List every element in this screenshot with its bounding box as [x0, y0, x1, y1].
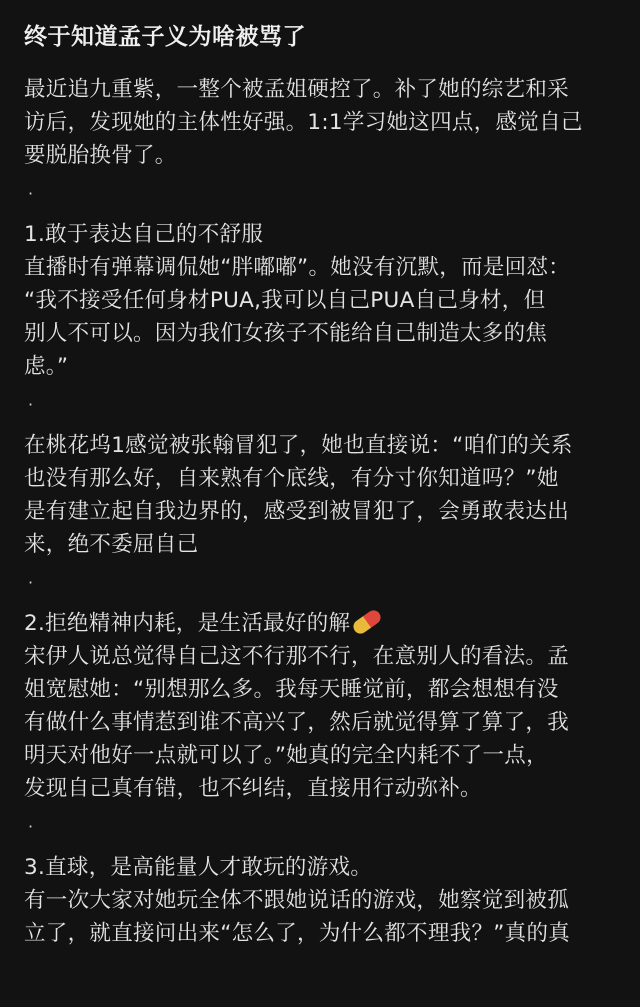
- text-line: 访后，发现她的主体性好强。1:1学习她这四点，感觉自己: [24, 110, 583, 135]
- post-title: 终于知道孟子义为啥被骂了: [24, 24, 306, 50]
- text-line: 有一次大家对她玩全体不跟她说话的游戏，她察觉到被孤: [24, 888, 570, 913]
- text-line: “我不接受任何身材PUA,我可以自己PUA自己身材，但: [24, 288, 546, 313]
- separator-dot: ·: [28, 817, 34, 836]
- section-heading: [24, 607, 624, 640]
- text-line: 明天对他好一点就可以了。”她真的完全内耗不了一点，: [24, 743, 548, 768]
- section-1-example: [24, 429, 624, 561]
- separator-dot: ·: [28, 573, 34, 592]
- pill-icon: [351, 608, 384, 637]
- text-line: 立了，就直接问出来“怎么了，为什么都不理我？”真的真: [24, 921, 571, 946]
- separator-dot: ·: [28, 395, 34, 414]
- text-line: 直播时有弹幕调侃她“胖嘟嘟”。她没有沉默，而是回怼：: [24, 255, 571, 280]
- text-line: 也没有那么好，自来熟有个底线，有分寸你知道吗？”她: [24, 466, 559, 491]
- text-line: 宋伊人说总觉得自己这不行那不行，在意别人的看法。孟: [24, 644, 570, 669]
- section-1: [24, 218, 624, 383]
- text-line: 别人不可以。因为我们女孩子不能给自己制造太多的焦: [24, 321, 548, 346]
- section-heading: 3.直球，是高能量人才敢玩的游戏。: [24, 855, 373, 880]
- text-line: 虑。”: [24, 354, 69, 379]
- section-heading-text: 2.拒绝精神内耗，是生活最好的解: [24, 611, 351, 636]
- text-line: 来，绝不委屈自己: [24, 532, 199, 557]
- text-line: 要脱胎换骨了。: [24, 143, 177, 168]
- intro-paragraph: [24, 73, 624, 172]
- text-line: 有做什么事情惹到谁不高兴了，然后就觉得算了算了，我: [24, 710, 570, 735]
- text-line: 发现自己真有错，也不纠结，直接用行动弥补。: [24, 776, 482, 801]
- section-3: [24, 851, 624, 950]
- separator-dot: ·: [28, 184, 34, 203]
- text-line: 在桃花坞1感觉被张翰冒犯了，她也直接说：“咱们的关系: [24, 433, 573, 458]
- post-content: [24, 18, 624, 962]
- section-heading: 1.敢于表达自己的不舒服: [24, 222, 264, 247]
- section-2: [24, 607, 624, 805]
- text-line: 姐宽慰她：“别想那么多。我每天睡觉前，都会想想有没: [24, 677, 559, 702]
- text-line: 是有建立起自我边界的，感受到被冒犯了，会勇敢表达出: [24, 499, 570, 524]
- text-line: 最近追九重紫，一整个被孟姐硬控了。补了她的综艺和采: [24, 77, 570, 102]
